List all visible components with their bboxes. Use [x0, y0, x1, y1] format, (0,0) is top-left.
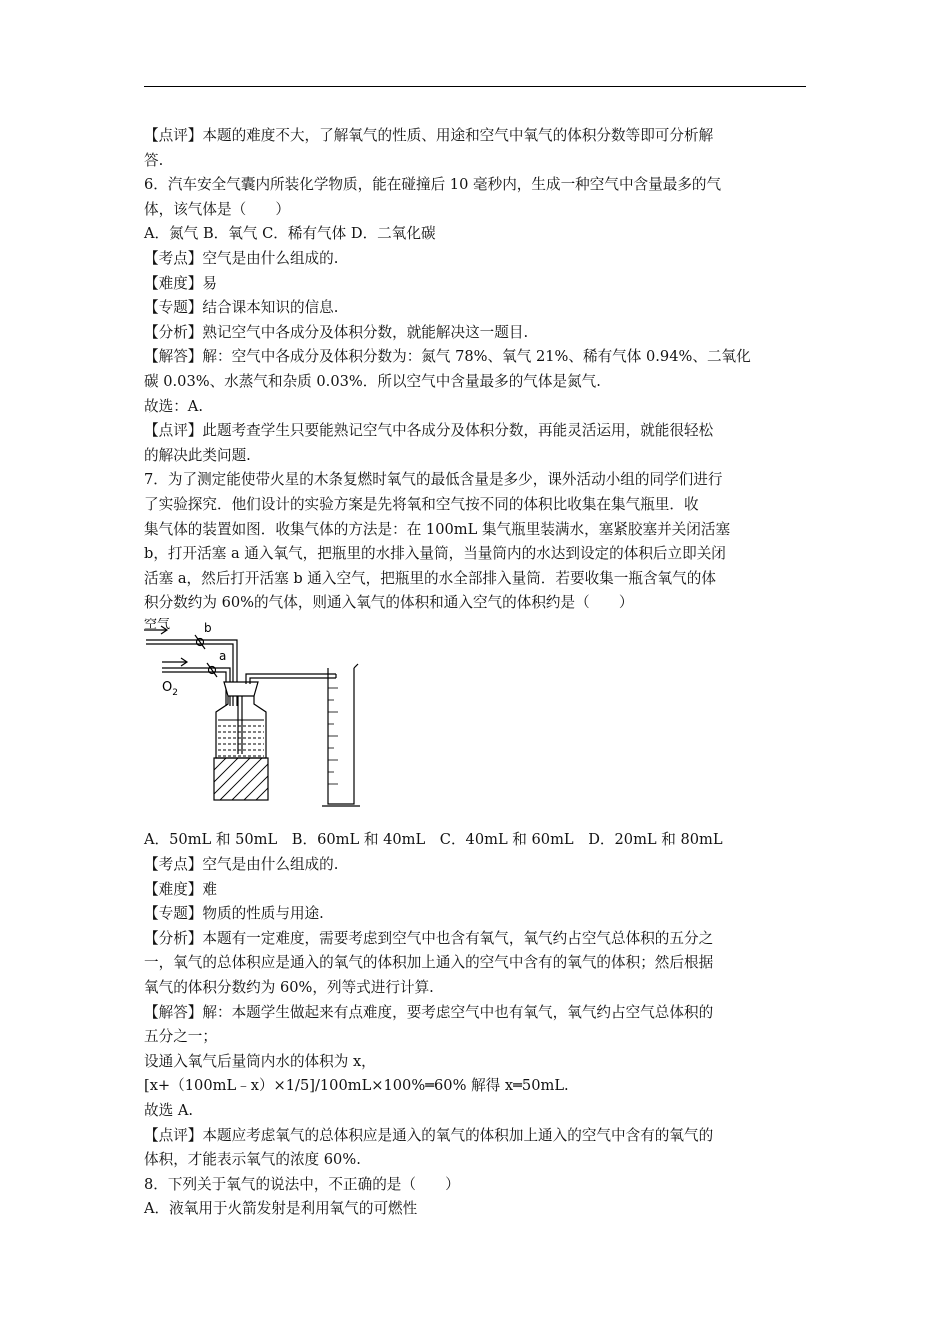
- stopper: [224, 682, 258, 696]
- text-line: 【点评】此题考查学生只要能熟记空气中各成分及体积分数，再能灵活运用，就能很轻松: [144, 422, 714, 440]
- equation-line: [x+（100mL﹣x）×1/5]/100mL×100%═60% 解得 x═50mL.: [144, 1077, 569, 1095]
- label-o2: $O_2$: [162, 679, 178, 698]
- text-line: 的解决此类问题.: [144, 446, 251, 464]
- text-line: 故选 A.: [144, 1102, 194, 1119]
- question-7-stem: 7．为了测定能使带火星的木条复燃时氧气的最低含量是多少，课外活动小组的同学们进行: [144, 471, 723, 489]
- text-line: 碳 0.03%、水蒸气和杂质 0.03%．所以空气中含量最多的气体是氮气.: [144, 372, 601, 390]
- question-7-options: A．50mL 和 50mL B．60mL 和 40mL C．40mL 和 60mL D．20mL 和 80mL: [144, 831, 723, 849]
- text-line: 【分析】熟记空气中各成分及体积分数，就能解决这一题目.: [144, 323, 529, 341]
- text-line: 体积，才能表示氧气的浓度 60%.: [144, 1151, 361, 1169]
- label-valve-b: b: [204, 620, 212, 635]
- text-line: 积分数约为 60%的气体，则通入氧气的体积和通入空气的体积约是（ ）: [144, 594, 634, 612]
- text-line: 【专题】物质的性质与用途.: [144, 905, 324, 923]
- text-line: 【难度】易: [144, 274, 217, 292]
- text-line: 集气体的装置如图．收集气体的方法是：在 100mL 集气瓶里装满水，塞紧胶塞并关闭活塞: [144, 520, 731, 538]
- document-body: [144, 124, 812, 1222]
- header-rule: [144, 86, 806, 87]
- text-line: 一，氧气的总体积应是通入的氧气的体积加上通入的空气中含有的氧气的体积；然后根据: [144, 954, 714, 972]
- gas-collection-apparatus-diagram: [142, 618, 412, 818]
- gas-bottle: [216, 696, 266, 758]
- text-line: 体，该气体是（ ）: [144, 200, 290, 218]
- question-8-option-a: A．液氧用于火箭发射是利用氧气的可燃性: [144, 1200, 418, 1218]
- text-line: 【点评】本题应考虑氧气的总体积应是通入的氧气的体积加上通入的空气中含有的氧气的: [144, 1126, 714, 1144]
- text-line: 【专题】结合课本知识的信息.: [144, 299, 339, 317]
- text-line: 了实验探究．他们设计的实验方案是先将氧和空气按不同的体积比收集在集气瓶里．收: [144, 495, 699, 513]
- question-6-stem: 6．汽车安全气囊内所装化学物质，能在碰撞后 10 毫秒内，生成一种空气中含量最多的气: [144, 176, 722, 194]
- text-line: 【解答】解：空气中各成分及体积分数为：氮气 78%、氧气 21%、稀有气体 0.94%、二氧化: [144, 348, 751, 366]
- question-8-stem: 8．下列关于氧气的说法中，不正确的是（ ）: [144, 1175, 460, 1193]
- text-line: 氧气的体积分数约为 60%，列等式进行计算.: [144, 979, 434, 997]
- pedestal-hatching: [214, 758, 268, 800]
- apparatus-figure: [142, 618, 812, 827]
- question-6-options: A．氮气 B．氧气 C．稀有气体 D．二氧化碳: [144, 225, 436, 243]
- text-line: 活塞 a，然后打开活塞 b 通入空气，把瓶里的水全部排入量筒．若要收集一瓶含氧气的体: [144, 569, 716, 587]
- text-line: 【考点】空气是由什么组成的.: [144, 856, 339, 874]
- text-line: 【难度】难: [144, 880, 217, 898]
- text-line: b，打开活塞 a 通入氧气，把瓶里的水排入量筒，当量筒内的水达到设定的体积后立即关闭: [144, 545, 726, 563]
- label-valve-a: a: [219, 648, 227, 663]
- text-line: 【解答】解：本题学生做起来有点难度，要考虑空气中也有氧气，氧气约占空气总体积的: [144, 1003, 714, 1021]
- cylinder-graduations: [328, 688, 338, 784]
- text-line: 五分之一；: [144, 1028, 217, 1046]
- text-line: 答.: [144, 151, 164, 169]
- text-line: 【考点】空气是由什么组成的.: [144, 249, 339, 267]
- text-line: 【点评】本题的难度不大，了解氧气的性质、用途和空气中氧气的体积分数等即可分析解: [144, 127, 714, 144]
- text-line: 【分析】本题有一定难度，需要考虑到空气中也含有氧气，氧气约占空气总体积的五分之: [144, 929, 714, 947]
- text-line: 故选：A.: [144, 397, 203, 415]
- label-air: 空气: [144, 617, 171, 632]
- text-line: 设通入氧气后量筒内水的体积为 x，: [144, 1052, 376, 1070]
